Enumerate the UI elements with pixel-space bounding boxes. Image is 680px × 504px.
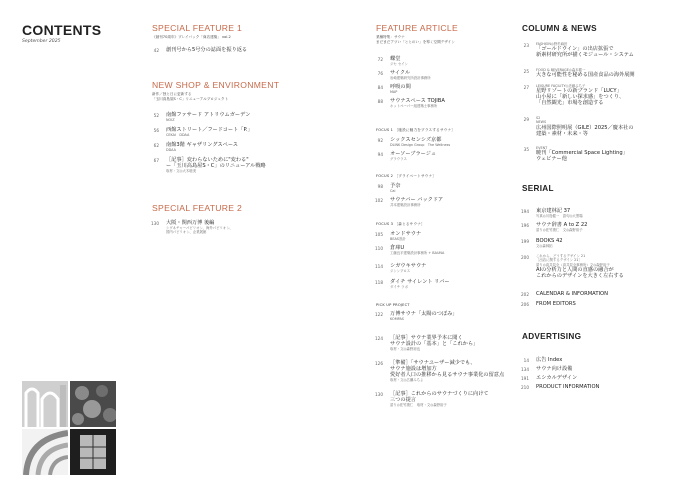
page-number: 56 [153,128,159,133]
page-number: 191 [521,376,529,381]
entry-category-2: NEWS [536,120,547,125]
entry-title: シックスセンシズ京都 [390,137,442,143]
cover-photo-3 [22,429,68,475]
entry-title: 南館3階 ギャザリングスペース [166,142,238,148]
cover-photo-4 [70,429,116,475]
special-feature-2-heading: SPECIAL FEATURE 2 [152,203,243,213]
page-number: 126 [375,361,383,366]
entry-category: FOOD & BEVERAGE◎森本健一 [536,68,586,72]
toc-entry[interactable] [145,47,247,53]
page-number: 210 [521,385,529,390]
entry-title: 南館ファサード アトリウムガーデン [166,112,251,118]
feature-sub-1: 業種特集：サウナ [376,35,405,39]
entry-credit: ジンンプロス [390,269,411,273]
special-feature-1-sub: 《創刊70周年》プレイバック「商店建築」 vol.2 [152,35,231,39]
entry-credit: NOIZ [166,118,175,122]
entry-title: FROM EDITORS [536,301,576,307]
toc-entry[interactable] [369,151,436,161]
entry-title: 広告 Index [536,357,563,363]
entry-category: S2 [536,116,541,120]
entry-credit: 井本建築設計事務所 [390,203,421,207]
entry-title-line-2: 新素材研究所が描くモジュール・システム [536,52,634,59]
toc-entry[interactable] [369,279,450,289]
entry-credit: DDAA [166,148,176,152]
entry-credit: グラウラス [390,157,407,161]
toc-entry[interactable] [369,70,431,80]
entry-credit: CEKAI DDAA [166,133,190,137]
page-number: 23 [523,43,529,48]
entry-title: サイクル [390,70,411,76]
entry-subtitle: ［出店に関するデザイン 21］ [536,258,582,263]
entry-credit: 取材・文◎大木聡美 [166,169,197,173]
entry-title: サウナバー バックドア [390,197,444,203]
entry-credit: 取材・文◎森野裕也 [390,347,421,351]
entry-title: 蝶堂 [390,56,401,62]
entry-title: 暁刊「Commercial Space Lighting」 [536,150,628,157]
entry-title-line-2: 三つの提言 [390,397,416,403]
toc-entry[interactable] [369,245,444,255]
entry-title: 予奈 [390,183,401,189]
entry-title: 星野リゾートの新ブランド「LUCY」 [536,88,622,95]
page-number: 35 [523,147,529,152]
focus-3-label: FOCUS 3 ［森とるサウナ］ [376,222,425,226]
toc-entry[interactable] [369,137,450,147]
toc-entry[interactable] [515,238,563,248]
entry-title-line-2: サウナ設計の「基本」と「これから」 [390,341,479,347]
toc-entry[interactable] [515,68,635,78]
page-number: 52 [153,113,159,118]
toc-entry[interactable] [369,311,457,321]
page-number: 110 [375,246,383,251]
page-number: 42 [153,48,159,53]
toc-entry[interactable] [515,146,628,162]
page-number: 92 [377,138,383,143]
toc-entry[interactable] [145,142,238,152]
entry-title: シガウキサウナ [390,263,427,269]
toc-entry[interactable] [369,56,408,66]
entry-title: 大きな可能性を秘める国産食品の海外展開 [536,72,635,79]
entry-title: 広州国際照明展（GILE）2025／慶本社の [536,124,634,131]
entry-credit: 取材・文◎広瀬みちよ [390,378,424,382]
entry-title-line-2: 建築・素材・未来・等 [536,130,588,137]
toc-entry[interactable] [515,301,576,307]
page-number: 124 [375,336,383,341]
toc-entry[interactable] [515,357,562,363]
toc-entry[interactable] [145,127,253,137]
page-number: 130 [375,392,383,397]
entry-title-line-3: 愛好者人口の推移から見るサウナ事業化の留意点 [390,372,505,378]
new-shop-heading: NEW SHOP & ENVIRONMENT [152,80,280,90]
page-number: 67 [153,158,159,163]
page-number: 25 [523,69,529,74]
page-number: 206 [521,302,529,307]
page-number: 29 [523,117,529,122]
toc-entry[interactable] [369,183,400,193]
focus-1-label: FOCUS 1 ［施設に魅力をプラスするサウナ］ [376,128,456,132]
toc-entry[interactable] [369,197,443,207]
toc-entry[interactable] [515,375,577,381]
entry-title: 「ゴールドウイン」の出店拡張で [536,46,614,53]
entry-title: ［記事］これからのサウナづくりに向けて [390,391,489,397]
entry-title: 呼吸の間 [390,84,411,90]
toc-entry[interactable] [369,263,426,273]
entry-title-line-2: ウェビナー他 [536,156,567,163]
entry-title: これから、どうするデザイン 21 [536,254,586,258]
toc-entry[interactable] [515,222,587,232]
toc-entry[interactable] [515,208,583,218]
page-number: 196 [521,223,529,228]
entry-title: ［記事］サウナ業界予本に聞く [390,335,463,341]
entry-title: 創刊号から5号分の誌面を振り返る [166,47,248,53]
entry-title: オーソーブラージュ [390,151,437,157]
entry-credit: ダイチ ラボ [390,285,408,289]
entry-credit: 語り◎佐竹康仁 文◎森野裕子 [536,228,583,232]
focus-2-label: FOCUS 2 ［プライベートサウナ］ [376,174,437,178]
toc-entry[interactable] [515,291,608,297]
entry-title-line-2: 山小屋に「新しい探求感」をつくり、 [536,94,625,101]
entry-title: PRODUCT INFORMATION [536,384,600,390]
cover-photo-1 [22,381,68,427]
page-number: 94 [377,152,383,157]
toc-entry[interactable] [369,335,478,351]
entry-credit: BEAS設計 [390,237,406,241]
entry-category: EVENT [536,146,548,150]
entry-title-line-2: サウナ施設は増加方 [390,366,437,372]
toc-entry[interactable] [369,391,489,407]
entry-credit: 岩崎建築研究所設計事務所 [390,76,431,80]
page-number: 200 [521,255,529,260]
entry-credit: 文◎森林拓 [536,244,553,248]
pick-up-project-label: PICK UP PROJECT [376,303,410,307]
entry-title: オンドサウナ [390,231,422,237]
toc-entry[interactable] [515,384,599,390]
toc-entry[interactable] [369,231,421,241]
page-number: 130 [151,221,159,226]
new-shop-sub-2: 「玉川高島屋S・C」リニューアルプロジェクト [152,97,229,101]
entry-credit: ジセ セイン [390,62,408,66]
entry-credit-line-2: 国内パビリオン、企業展館 [166,230,207,235]
entry-credit: 写真◎川島健一 語句◎大黒場 [536,214,583,218]
page-number: 114 [375,264,383,269]
entry-credit: 語り◎高井見全（高井見全事務所）文◎森野裕子 [536,262,610,267]
toc-entry[interactable] [369,360,504,382]
page-number: 98 [377,184,383,189]
entry-title: ［記事］変わらないために"変わる" [166,157,249,163]
entry-credit: 工藤良平建築設計事務所 + BAUNA [390,251,445,255]
entry-title: 倉庫U [390,245,405,251]
page-number: 84 [377,85,383,90]
entry-title: 万博サウナ「太陽のつぼみ」 [390,311,458,317]
page-number: 105 [375,232,383,237]
entry-title: 東京建林記 37 [536,208,571,214]
toc-entry[interactable] [515,254,624,279]
entry-credit: KOMPAS [390,317,404,321]
page-number: 194 [521,209,529,214]
entry-credit: ホットペーパー組建築士事務所 [390,104,438,108]
toc-entry[interactable] [515,42,634,58]
entry-title: サウナ向け設備 [536,366,573,372]
column-news-heading: COLUMN & NEWS [522,24,597,33]
entry-title-line-3: これからのデザインを大きく左右する [536,273,624,280]
page-number: 88 [377,99,383,104]
feature-sub-2: まだまだアツい「ととのい」を導く空間デザイン [376,40,455,44]
entry-title: ［準備］「サウナユーザー減少でも、 [390,360,476,366]
special-feature-1-heading: SPECIAL FEATURE 1 [152,23,243,33]
feature-article-heading: FEATURE ARTICLE [376,23,459,33]
entry-title: 西館ストリート／フードコート「P.」 [166,127,253,133]
entry-credit: Cai [390,189,396,193]
page-number: 27 [523,85,529,90]
page-number: 199 [521,239,529,244]
entry-credit: DLINK Design Group The Wellness [390,143,451,147]
toc-entry[interactable] [145,220,233,235]
page-number: 202 [521,292,529,297]
contents-title: CONTENTS [22,22,102,38]
entry-title: CALENDAR & INFORMATION [536,291,608,297]
serial-heading: SERIAL [522,184,554,193]
page-number: 62 [153,143,159,148]
entry-title: エシカルデザイン [536,375,578,381]
entry-credit: MAP [390,90,398,94]
entry-credit: 語り◎佐竹康仁 取材・文◎森野裕子 [390,403,447,407]
entry-title-line-2: ー「玉川高島屋S・C」のリニューアル戦略 [166,163,266,169]
page-number: 76 [377,71,383,76]
page-number: 72 [377,57,383,62]
entry-title: 大阪・関西万博 後編 [166,220,215,226]
entry-title-line-3: 「自然観光」市場を創造する [536,100,604,107]
toc-entry[interactable] [515,366,572,372]
issue-date: September 2025 [22,39,61,44]
toc-entry[interactable] [145,157,266,173]
toc-entry[interactable] [515,84,624,106]
entry-title: BOOKS 42 [536,238,563,244]
new-shop-sub-1: 新作／独と日に更新する [152,92,192,96]
entry-credit: シグネチャーパビリオン、海外パビリオン、 [166,226,233,230]
page-number: 14 [523,358,529,363]
page-number: 134 [521,367,529,372]
cover-photo-2 [70,381,116,427]
entry-title-line-2: AIの分析力と人間の直感の融合が [536,267,614,274]
entry-category: FASHION◎野杉麻世 [536,42,568,46]
entry-title: サウナスペース TOJIBA [390,98,445,104]
toc-entry[interactable] [369,98,445,108]
page-number: 118 [375,280,383,285]
entry-title: ダイチ サイレント リバー [390,279,450,285]
entry-title: サウナ辞書 A to Z 22 [536,222,588,228]
toc-entry[interactable] [369,84,411,94]
toc-entry[interactable] [515,116,634,137]
entry-category: LEISURE FACILITY◎近藤みち子 [536,84,586,88]
advertising-heading: ADVERTISING [522,332,582,341]
page-number: 102 [375,198,383,203]
page-number: 122 [375,312,383,317]
toc-entry[interactable] [145,112,250,122]
